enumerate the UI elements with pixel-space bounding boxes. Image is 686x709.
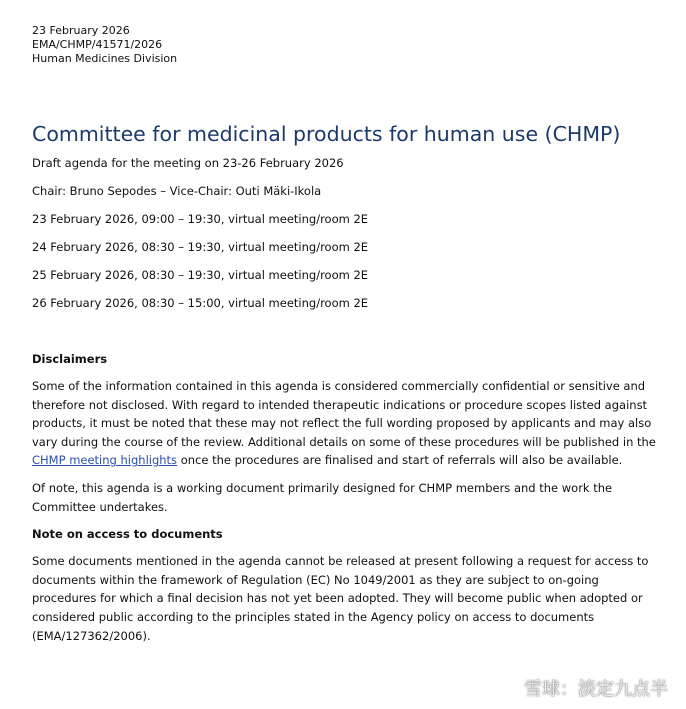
chmp-meeting-highlights-link[interactable]: CHMP meeting highlights [32,453,178,468]
disclaimers-text-before-link: Some of the information contained in this agenda is considered commercially confidential or sensitive and therefore not disclosed. With regard to intended therapeutic indications or procedure scopes listed against products, it must be noted that these may not reflect the full wording proposed by applicants and may also vary during the course of the review. Additional details on some of these procedures will be published in the [32,379,656,449]
chair-line: Chair: Bruno Sepodes – Vice-Chair: Outi Mäki-Ikola [32,184,322,198]
working-document-note: Of note, this agenda is a working document primarily designed for CHMP members and the work the Committee undertakes. [32,480,613,514]
watermark [496,675,668,701]
disclaimers-text-after-link: once the procedures are finalised and start of referrals will also be available. [177,453,623,468]
disclaimers-paragraph [32,377,662,470]
document-date: 23 February 2026 [32,24,130,37]
access-documents-paragraph: Some documents mentioned in the agenda cannot be released at present following a request for access to documents within the framework of Regulation (EC) No 1049/2001 as they are subject to on-going procedures for which a final decision has not yet been adopted. They will become public when adopted or considered public according to the principles stated in the Agency policy on access to documents (EMA/127362/2006). [32,554,649,643]
session-line: 24 February 2026, 08:30 – 19:30, virtual meeting/room 2E [32,240,369,254]
document-page [32,24,662,645]
access-documents-heading: Note on access to documents [32,527,223,542]
document-division: Human Medicines Division [32,52,178,65]
disclaimers-heading: Disclaimers [32,352,108,366]
agenda-subtitle: Draft agenda for the meeting on 23-26 February 2026 [32,156,344,170]
session-line: 25 February 2026, 08:30 – 19:30, virtual meeting/room 2E [32,268,369,282]
snowball-logo-icon [496,677,518,699]
session-line: 23 February 2026, 09:00 – 19:30, virtual meeting/room 2E [32,212,369,226]
page-title: Committee for medicinal products for human use (CHMP) [32,122,621,146]
session-line: 26 February 2026, 08:30 – 15:00, virtual meeting/room 2E [32,296,369,310]
document-reference: EMA/CHMP/41571/2026 [32,38,163,51]
watermark-text: 雪球：淡定九点半 [524,679,668,700]
